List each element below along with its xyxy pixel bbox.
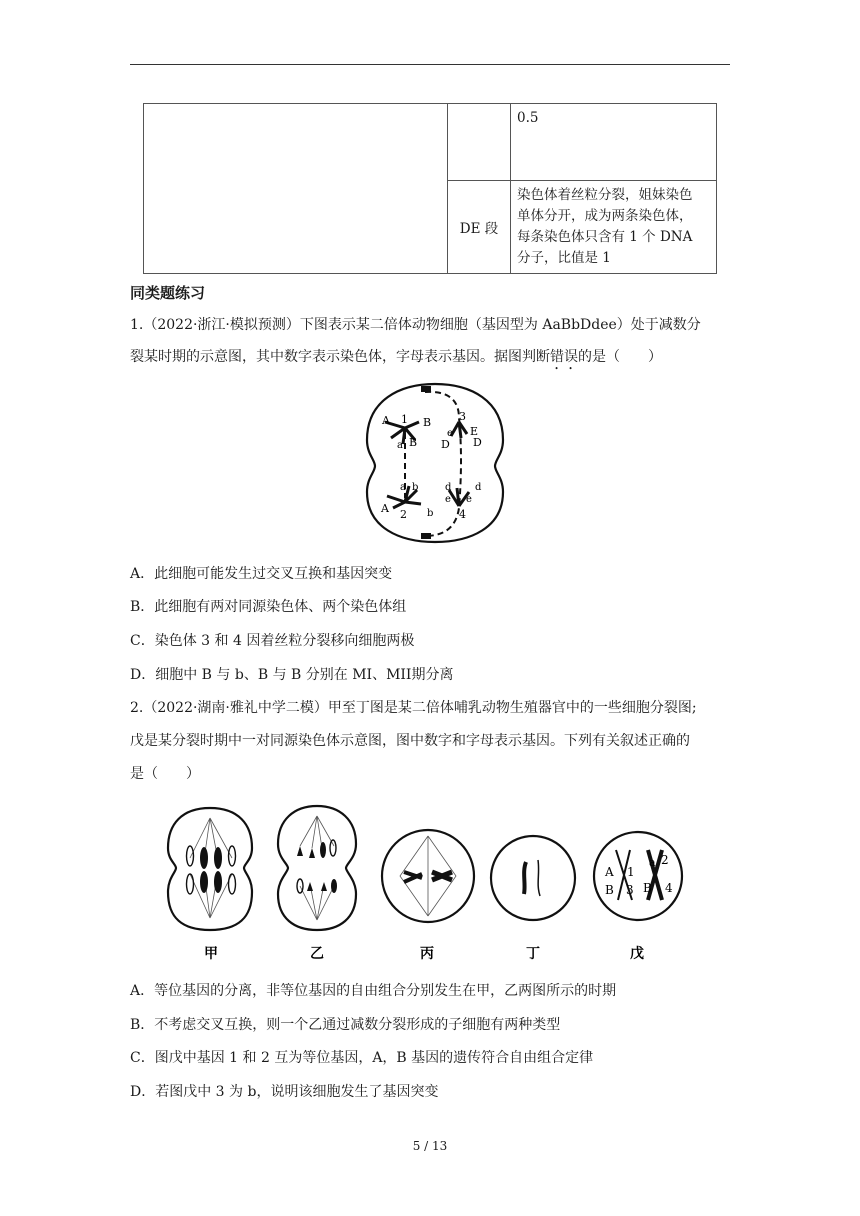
table-cell-explanation	[511, 181, 717, 274]
wu-label-A: A	[605, 865, 614, 879]
q1-option-a[interactable]: A．此细胞可能发生过交叉互换和基因突变	[130, 566, 393, 582]
page-number: 5 / 13	[412, 1139, 448, 1153]
label-E: E	[470, 425, 479, 438]
explanation-line: 每条染色体只含有 1 个 DNA	[517, 229, 693, 245]
explanation-line: 染色体着丝粒分裂，姐妹染色	[517, 187, 693, 203]
table-empty-cell	[144, 104, 448, 274]
q2-option-c[interactable]: C．图戊中基因 1 和 2 互为等位基因，A，B 基因的遗传符合自由组合定律	[130, 1050, 594, 1066]
q2-cells-figure	[160, 800, 690, 970]
caption-bing: 丙	[420, 946, 434, 962]
explanation-line: 单体分开，成为两条染色体，	[517, 208, 693, 224]
table-cell-stage: DE 段	[448, 181, 511, 274]
label-a: a	[397, 440, 403, 451]
q2-option-d[interactable]: D．若图戊中 3 为 b，说明该细胞发生了基因突变	[130, 1084, 439, 1100]
wu-label-3: 3	[626, 883, 634, 897]
label-A: A	[381, 502, 389, 515]
label-e: e	[447, 428, 453, 439]
label-B: B	[409, 436, 418, 449]
q2-option-b[interactable]: B．不考虑交叉互换，则一个乙通过减数分裂形成的子细胞有两种类型	[130, 1017, 561, 1033]
label-3: 3	[459, 410, 466, 423]
table-cell-empty-mid	[448, 104, 511, 181]
header-rule	[130, 64, 730, 65]
q1-cell-figure	[355, 378, 515, 548]
label-d: d	[475, 482, 482, 493]
wu-label-4: 4	[665, 881, 673, 895]
label-a: a	[400, 482, 406, 493]
caption-wu: 戊	[630, 946, 644, 962]
q1-option-b[interactable]: B．此细胞有两对同源染色体、两个染色体组	[130, 599, 407, 615]
label-2: 2	[400, 508, 407, 521]
table-cell-value: 0.5	[511, 104, 717, 181]
wu-label-1: 1	[627, 865, 635, 879]
label-e: e	[445, 494, 451, 505]
caption-jia: 甲	[204, 946, 218, 962]
label-e: e	[466, 494, 472, 505]
q2-stem-line2: 戊是某分裂时期中一对同源染色体示意图，图中数字和字母表示基因。下列有关叙述正确的	[130, 733, 690, 749]
explanation-line: 分子，比值是 1	[517, 250, 611, 266]
q1-stem-line1: 1.（2022·浙江·模拟预测）下图表示某二倍体动物细胞（基因型为 AaBbDdee）处于减数分	[130, 317, 701, 333]
section-title: 同类题练习	[130, 284, 206, 302]
wu-label-2: 2	[661, 853, 669, 867]
q1-stem-text: 裂某时期的示意图，其中数字表示染色体，字母表示基因。据图判断	[130, 349, 550, 365]
label-B: B	[423, 416, 432, 429]
q2-option-a[interactable]: A．等位基因的分离，非等位基因的自由组合分别发生在甲，乙两图所示的时期	[130, 983, 617, 999]
q1-stem-line2	[130, 347, 662, 373]
q2-stem-line1: 2.（2022·湖南·雅礼中学二模）甲至丁图是某二倍体哺乳动物生殖器官中的一些细胞分裂图;	[130, 700, 697, 716]
label-b: b	[427, 508, 434, 519]
q1-option-d[interactable]: D．细胞中 B 与 b、B 与 B 分别在 MI、MII期分离	[130, 667, 454, 683]
q1-stem-text-end: 的是（ ）	[578, 349, 662, 365]
label-1: 1	[401, 413, 408, 426]
caption-ding: 丁	[526, 946, 540, 962]
wu-label-a: a	[649, 856, 656, 869]
caption-yi: 乙	[310, 946, 324, 962]
label-D: D	[441, 438, 450, 451]
answer-table	[143, 103, 717, 274]
label-b: b	[412, 482, 419, 493]
label-A: A	[382, 414, 390, 427]
q2-stem-line3: 是（ ）	[130, 766, 200, 782]
wu-label-B: B	[605, 883, 614, 897]
label-4: 4	[459, 508, 466, 521]
q1-stem-emphasis: 错误	[550, 349, 578, 365]
q1-option-c[interactable]: C．染色体 3 和 4 因着丝粒分裂移向细胞两极	[130, 633, 415, 649]
label-D: D	[473, 436, 482, 449]
wu-label-B: B	[643, 881, 652, 895]
label-d: d	[445, 482, 452, 493]
